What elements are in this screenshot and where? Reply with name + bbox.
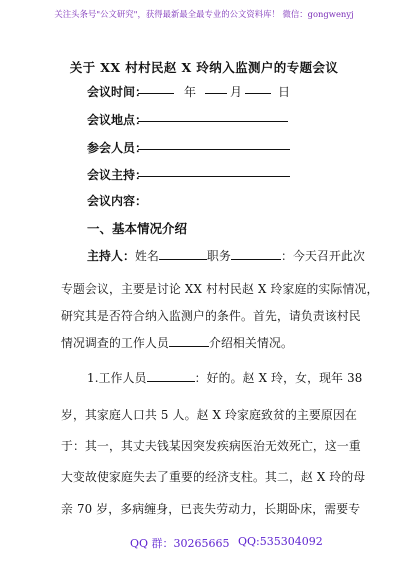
para-line-2: 专题会议，主要是讨论 XX 村村民赵 X 玲家庭的实际情况， <box>61 282 379 296</box>
para-line-5-after: ：好的。赵 X 玲，女，现年 38 <box>194 371 363 385</box>
para-line-7: 于：其一，其丈夫钱某因突发疾病医治无效死亡，这一重 <box>61 439 361 453</box>
day-blank <box>245 92 271 94</box>
name-blank <box>159 249 207 260</box>
meeting-place-label: 会议地点： <box>87 113 148 127</box>
header-note: 关注头条号"公文研究"，获得最新最全最专业的公文资料库！ 微信：gongwenyj <box>54 9 354 19</box>
para-line-1-tail: ：今天召开此次 <box>281 249 365 263</box>
host-label: 会议主持： <box>87 168 148 182</box>
staff-blank-1 <box>169 336 209 347</box>
position-label: 职务 <box>207 249 231 263</box>
meeting-time-label: 会议时间： <box>87 85 148 99</box>
month-blank <box>205 92 227 94</box>
para-line-1 <box>87 247 377 264</box>
host-speaker-label: 主持人： <box>87 249 135 263</box>
day-label: 日 <box>278 85 291 99</box>
para-line-4-after: 介绍相关情况。 <box>208 336 293 350</box>
para-line-9: 亲 70 岁，多病缠身，已丧失劳动力，长期卧床，需要专 <box>61 502 361 516</box>
para-line-5 <box>87 369 377 386</box>
host-blank <box>138 175 290 177</box>
position-blank <box>231 249 281 260</box>
section-heading: 一、基本情况介绍 <box>87 221 188 236</box>
para-line-5-before: 1.工作人员 <box>87 371 147 385</box>
year-blank <box>138 92 174 94</box>
content-label: 会议内容： <box>87 194 148 208</box>
para-line-4-before: 情况调查的工作人员 <box>61 336 169 350</box>
document-title: 关于 XX 村村民赵 X 玲纳入监测户的专题会议 <box>69 60 339 75</box>
name-label: 姓名 <box>135 249 159 263</box>
attendees-label: 参会人员： <box>87 141 148 155</box>
para-line-3: 研究其是否符合纳入监测户的条件。首先，请负责该村民 <box>61 309 361 323</box>
staff-blank-2 <box>147 371 195 382</box>
para-line-8: 大变故使家庭失去了重要的经济支柱。其二，赵 X 玲的母 <box>61 470 366 484</box>
footer-qq-group: QQ 群：30265665 <box>130 537 230 550</box>
month-label: 月 <box>230 85 243 99</box>
attendees-blank <box>138 148 290 150</box>
para-line-4 <box>61 334 351 351</box>
year-label: 年 <box>184 85 197 99</box>
footer-qq-number: QQ:535304092 <box>238 535 323 548</box>
place-blank <box>138 120 288 122</box>
para-line-6: 岁，其家庭人口共 5 人。赵 X 玲家庭致贫的主要原因在 <box>61 408 358 422</box>
content-row <box>87 192 147 209</box>
